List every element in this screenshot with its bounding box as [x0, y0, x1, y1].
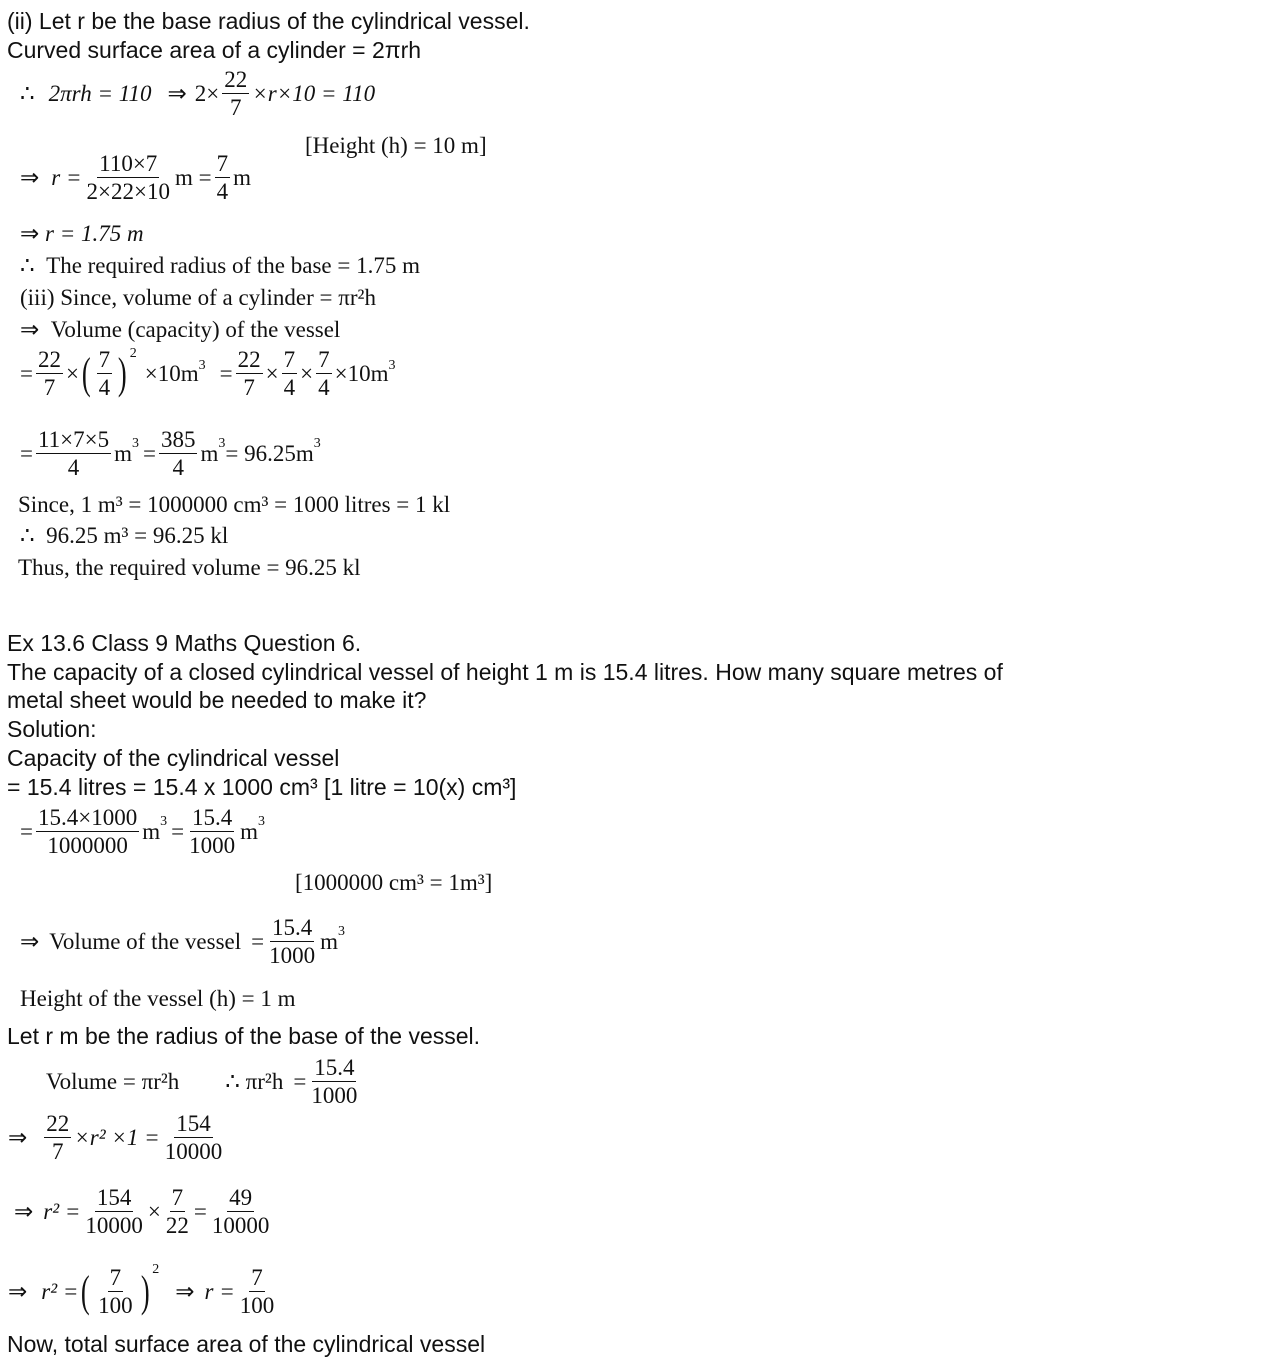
capacity-label: Capacity of the cylindrical vessel	[7, 745, 340, 771]
eq-step2: ⇒ r² = $\frac{154}{10000}$ × $\frac{7}{22}$ = $\frac{49}{10000}$	[14, 1185, 270, 1238]
fraction: $\frac{22}{7}$	[224, 67, 248, 120]
fraction: $\frac{385}{4}$	[160, 427, 196, 480]
volume-capacity: ⇒ Volume (capacity) of the vessel	[20, 317, 341, 342]
implies-symbol: ⇒	[167, 80, 187, 106]
fraction: $\frac{22}{7}$	[37, 347, 61, 400]
capacity-equation: = 15.4 litres = 15.4 x 1000 cm³ [1 litre = 10(x) cm³]	[7, 774, 517, 800]
unit-conversion: Since, 1 m³ = 1000000 cm³ = 1000 litres = 1 kl	[18, 492, 451, 517]
fraction: $\frac{7}{4}$	[318, 347, 330, 400]
eq-volume-formula: Volume = πr²h ∴ πr²h = $\frac{15.4}{1000}$	[46, 1055, 358, 1108]
fraction: $\frac{7}{4}$	[98, 347, 111, 400]
question-text-line1: The capacity of a closed cylindrical vessel of height 1 m is 15.4 litres. How many square metres of	[7, 659, 1003, 685]
height-note: [Height (h) = 10 m]	[305, 133, 487, 158]
fraction: $\frac{154}{10000}$	[164, 1111, 223, 1164]
eq-volume-substitution: = $\frac{22}{7}$ × ( $\frac{7}{4}$ ) $^2$ ×10m $^3$ = $\frac{22}{7}$ × $\frac{7}{4}$ × $\frac{7}{4}$ ×10m $^3$	[20, 346, 396, 400]
fraction: $\frac{22}{7}$	[237, 347, 261, 400]
question-text-line2: metal sheet would be needed to make it?	[7, 687, 427, 713]
eq-step3: ⇒ r² = ( $\frac{7}{100}$ ) $^2$ ⇒ r = $\frac{7}{100}$	[8, 1262, 275, 1318]
eq-csa-solve: ∴ 2πrh = 110 ⇒ 2× $\frac{22}{7}$ ×r×10 = 110	[20, 67, 376, 120]
fraction: $\frac{7}{100}$	[239, 1265, 275, 1318]
fraction: $\frac{154}{10000}$	[85, 1185, 143, 1238]
eq-vessel-volume: ⇒ Volume of the vessel = $\frac{15.4}{1000}$ m $^3$	[20, 915, 346, 968]
fraction: $\frac{110\times 7}{2\times 22\times 10}$	[86, 151, 170, 204]
eq-r-fraction: ⇒ r = $\frac{110\times 7}{2\times 22\times 10}$ m = $\frac{7}{4}$ m	[20, 151, 251, 204]
question-heading: Ex 13.6 Class 9 Maths Question 6.	[7, 630, 362, 656]
fraction: $\frac{7}{4}$	[216, 151, 229, 204]
csa-formula: Curved surface area of a cylinder = 2πrh	[7, 37, 422, 63]
part-iii-intro: (iii) Since, volume of a cylinder = πr²h	[20, 285, 376, 310]
volume-conclusion: Thus, the required volume = 96.25 kl	[18, 555, 361, 580]
fraction: $\frac{15.4}{1000}$	[269, 915, 316, 968]
fraction: $\frac{49}{10000}$	[211, 1185, 270, 1238]
let-radius: Let r m be the radius of the base of the vessel.	[7, 1023, 481, 1049]
therefore-symbol: ∴	[20, 80, 35, 106]
fraction: $\frac{7}{100}$	[98, 1265, 133, 1318]
fraction: $\frac{11\times 7\times 5}{4}$	[37, 427, 110, 480]
eq-step1: ⇒ $\frac{22}{7}$ ×r² ×1 = $\frac{154}{10000}$	[8, 1111, 223, 1164]
fraction: $\frac{15.4}{1000}$	[311, 1055, 358, 1108]
conversion-note: [1000000 cm³ = 1m³]	[295, 870, 493, 895]
kl-conversion: ∴ 96.25 m³ = 96.25 kl	[20, 523, 229, 548]
fraction: $\frac{7}{22}$	[165, 1185, 189, 1238]
eq-r-value: ⇒ r = 1.75 m	[20, 221, 144, 246]
part-ii-intro: (ii) Let r be the base radius of the cylindrical vessel.	[7, 8, 530, 34]
fraction: $\frac{7}{4}$	[283, 347, 296, 400]
tsa-line: Now, total surface area of the cylindrical vessel	[7, 1331, 486, 1357]
vessel-height: Height of the vessel (h) = 1 m	[20, 986, 296, 1011]
solution-label: Solution:	[7, 716, 97, 742]
eq-volume-result: = $\frac{11\times 7\times 5}{4}$ m $^3$ = $\frac{385}{4}$ m $^3$ = 96.25m $^3$	[20, 427, 321, 480]
radius-conclusion: ∴ The required radius of the base = 1.75 m	[20, 253, 420, 278]
fraction: $\frac{22}{7}$	[46, 1111, 70, 1164]
fraction: $\frac{15.4}{1000}$	[189, 805, 236, 858]
eq-capacity-m3: = $\frac{15.4\times 1000}{1000000}$ m $^3$ = $\frac{15.4}{1000}$ m $^3$	[20, 805, 265, 858]
fraction: $\frac{15.4\times 1000}{1000000}$	[37, 805, 138, 858]
